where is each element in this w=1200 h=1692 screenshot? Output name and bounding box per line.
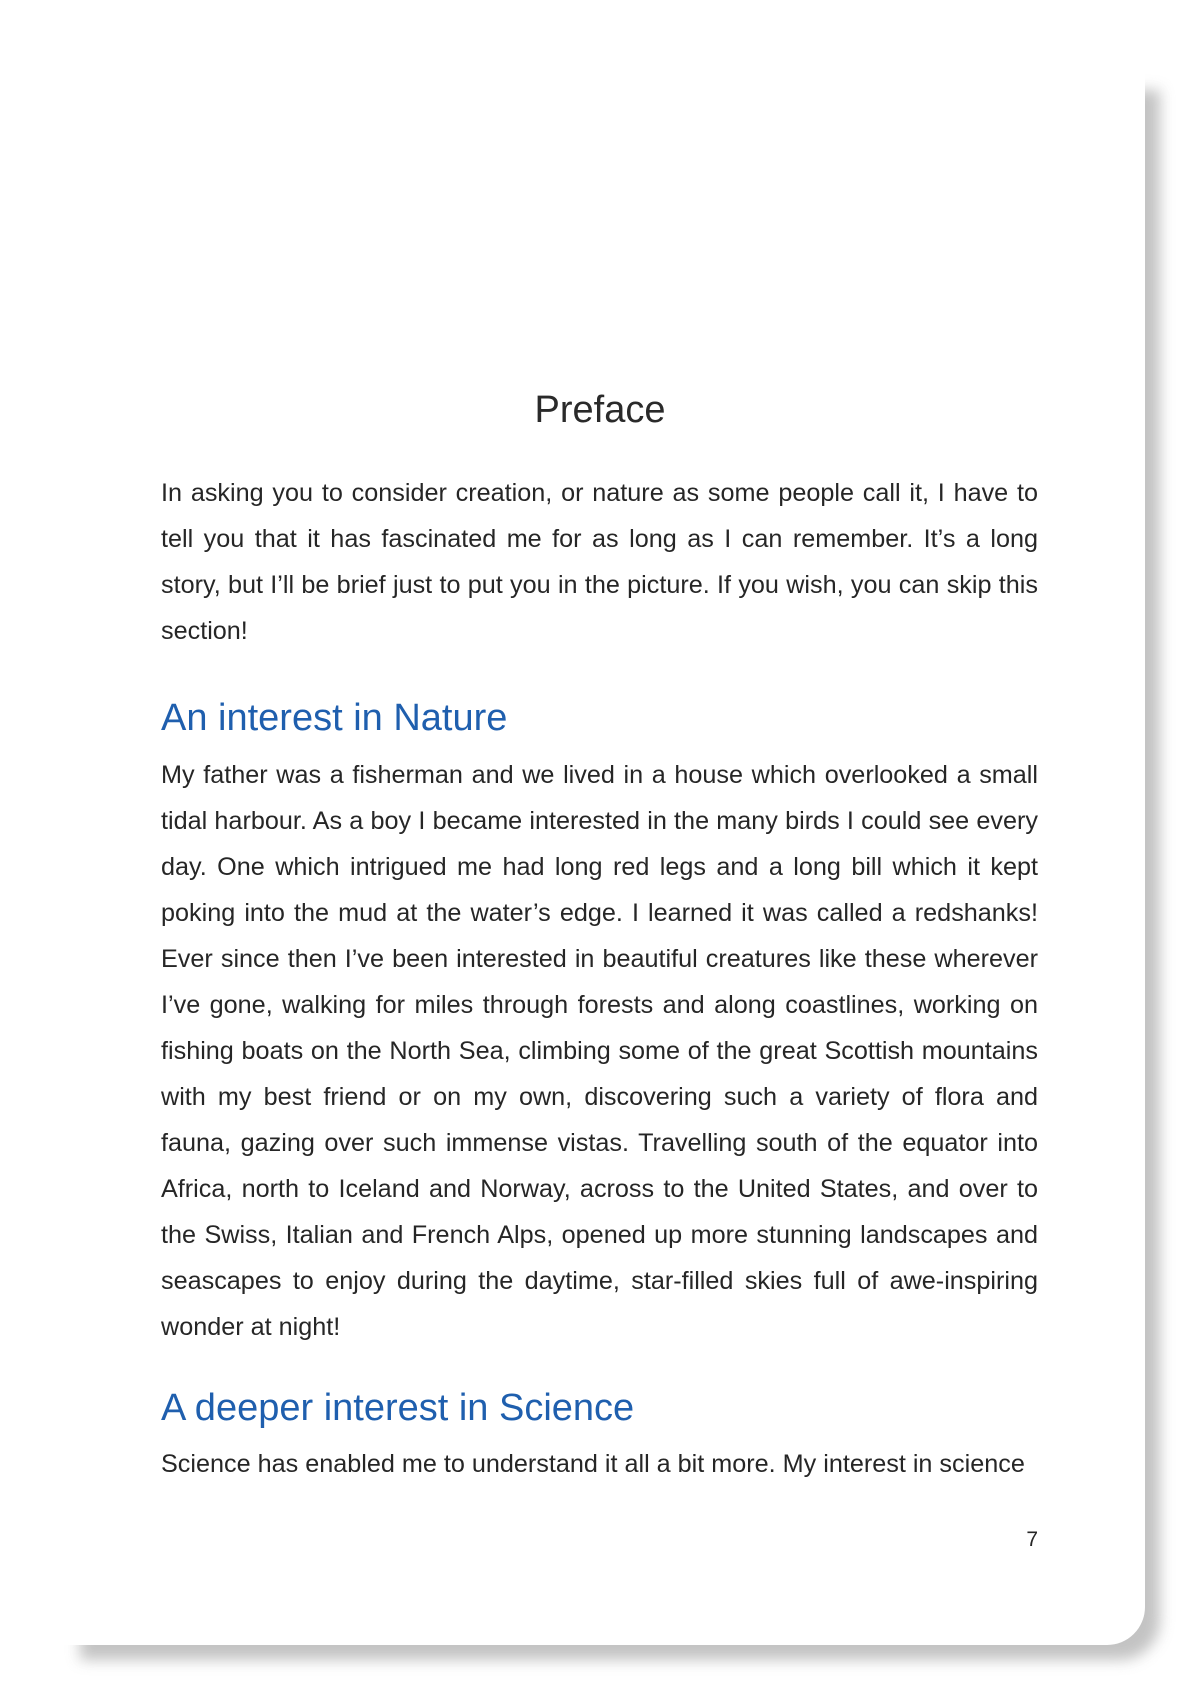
section-body-science: Science has enabled me to understand it all a bit more. My interest in science (161, 1450, 1025, 1478)
section-heading-nature: An interest in Nature (161, 697, 508, 739)
section-body-nature: My father was a fisherman and we lived in a house which overlooked a small tidal harbour. As a boy I became interested in the many birds I could see every day. One which intrigued me had long red legs and a long bill which it kept poking into the mud at the water’s edge. I learned it was called a redshanks! Ever since then I’ve been interested in beautiful creatures like these wherever I’ve gone, walking for miles through forests and along coastlines, working on fishing boats on the North Sea, climbing some of the great Scottish mountains with my best friend or on my own, discovering such a variety of flora and fauna, gazing over such immense vistas. Travelling south of the equator into Africa, north to Iceland and Norway, across to the United States, and over to the Swiss, Italian and French Alps, opened up more stunning landscapes and seascapes to enjoy during the daytime, star-filled skies full of awe-inspiring wonder at night! (161, 761, 1038, 1341)
preface-title: Preface (534, 389, 666, 431)
section-heading-science: A deeper interest in Science (161, 1387, 635, 1429)
preface-intro-paragraph: In asking you to consider creation, or nature as some people call it, I have to tell you that it has fascinated me for as long as I can remember. It’s a long story, but I’ll be brief just to put you in the picture. If you wish, you can skip this section! (161, 479, 1038, 645)
page-number: 7 (1026, 1528, 1038, 1551)
